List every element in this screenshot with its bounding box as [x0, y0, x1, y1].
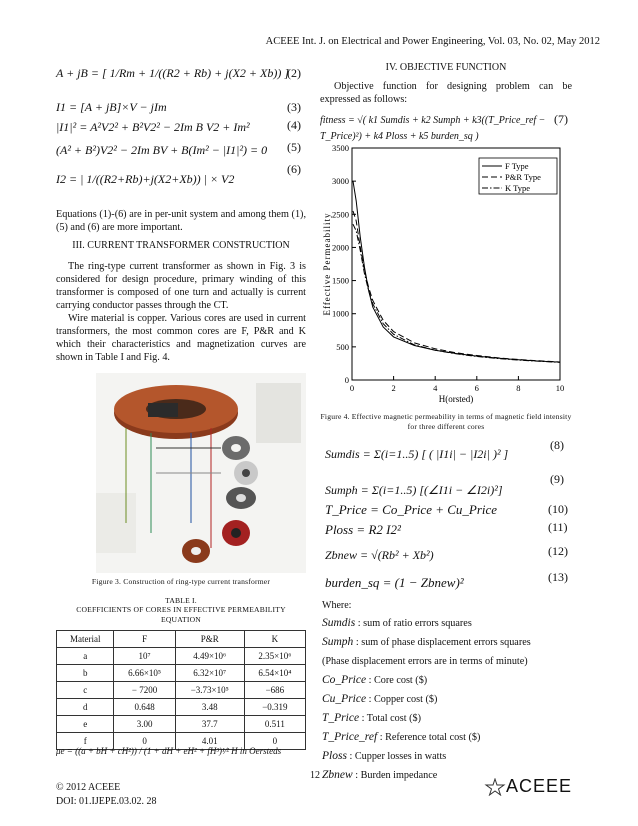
y-tick-label: 3000 [332, 176, 349, 187]
definition-symbol: Co_Price [322, 674, 367, 686]
y-tick-label: 1500 [332, 275, 349, 286]
equation-13: burden_sq = (1 − Zbnew)² [325, 575, 464, 590]
legend-label: P&R Type [505, 172, 541, 182]
paragraph: Objective function for designing problem can be expressed as follows: [320, 81, 572, 105]
equation-5: (A² + B²)V2² − 2Im BV + B(Im² − |I1|²) = 0 [56, 143, 268, 157]
definition-text: : Total cost ($) [359, 713, 421, 724]
section-heading: III. CURRENT TRANSFORMER CONSTRUCTION [72, 240, 290, 251]
table-cell: −0.319 [244, 699, 305, 716]
definition-symbol: T_Price [322, 712, 360, 724]
table-row [57, 648, 306, 665]
x-tick-label: 10 [555, 383, 565, 393]
definition-item [322, 690, 531, 709]
definitions-list [322, 614, 531, 785]
table-cell: 0 [244, 733, 305, 750]
legend-label: F Type [505, 161, 529, 171]
table-title: TABLE I. [165, 596, 197, 605]
table-row [57, 665, 306, 682]
x-tick-label: 0 [349, 383, 355, 393]
equation-number: (3) [287, 100, 301, 114]
equation-number: (11) [548, 520, 568, 534]
journal-header: ACEEE Int. J. on Electrical and Power Engineering, Vol. 03, No. 02, May 2012 [265, 36, 600, 47]
y-tick-label: 2000 [332, 242, 349, 253]
x-tick-label: 4 [433, 383, 438, 393]
table-cell: c [57, 682, 114, 699]
table-cell: −686 [244, 682, 305, 699]
y-tick-label: 500 [336, 341, 349, 352]
equation-number: (8) [550, 438, 564, 452]
definition-symbol: T_Price_ref [322, 731, 378, 743]
definition-item [322, 728, 531, 747]
coefficients-table [56, 630, 306, 750]
equation-7: fitness = √( k1 Sumdis + k2 Sumph + k3((T_Price_ref − T_Price)²) + k4 Ploss + k5 burden_sq ) [320, 115, 546, 142]
equation-3: I1 = [A + jB]×V − jIm [56, 100, 167, 114]
definition-text: : Cupper losses in watts [346, 751, 447, 762]
star-icon [484, 778, 506, 796]
series-line [353, 181, 560, 362]
definition-text: : Reference total cost ($) [377, 732, 481, 743]
y-tick-label: 2500 [332, 209, 349, 220]
table-cell: 6.32×10⁷ [175, 665, 244, 682]
equation-12: Zbnew = √(Rb² + Xb²) [325, 548, 434, 562]
definition-symbol: Ploss [322, 750, 347, 762]
definition-symbol: Sumph [322, 636, 354, 648]
table-cell: d [57, 699, 114, 716]
equation-number: (13) [548, 570, 568, 584]
equation-number: (12) [548, 544, 568, 558]
table-cell: − 7200 [114, 682, 175, 699]
definition-item [322, 709, 531, 728]
equation-number: (6) [287, 162, 301, 176]
definition-item [322, 614, 531, 633]
y-tick-label: 0 [344, 375, 349, 385]
fig4-caption: Figure 4. Effective magnetic permeability in terms of magnetic field intensity for three different cores [320, 412, 572, 431]
equation-number: (7) [554, 112, 568, 126]
copyright: © 2012 ACEEE [56, 782, 121, 793]
table-cell: b [57, 665, 114, 682]
definition-text: : Burden impedance [352, 770, 438, 781]
table-header: Material [57, 631, 114, 648]
definition-symbol: Cu_Price [322, 693, 367, 705]
permeability-chart [322, 142, 572, 407]
y-tick-label: 3500 [332, 143, 349, 153]
equation-9: Sumph = Σ(i=1..5) [(∠I1i − ∠I2i)²] [325, 483, 503, 497]
table-cell: 0.511 [244, 716, 305, 733]
table-row [57, 716, 306, 733]
table-cell: 2.35×10⁶ [244, 648, 305, 665]
table-header: P&R [175, 631, 244, 648]
page-number: 12 [310, 770, 320, 781]
equation-number: (10) [548, 502, 568, 516]
table-cell: 6.66×10⁵ [114, 665, 175, 682]
table-cell: 0 [114, 733, 175, 750]
definition-item [322, 747, 531, 766]
logo-text: ACEEE [506, 776, 573, 796]
series-line [353, 211, 560, 362]
legend-label: K Type [505, 183, 530, 193]
where-label: Where: [322, 600, 352, 611]
table-cell: a [57, 648, 114, 665]
equation-2: A + jB = [ 1/Rm + 1/((R2 + Rb) + j(X2 + Xb)) ] [56, 66, 289, 80]
definition-text: : sum of ratio errors squares [355, 618, 472, 629]
table-header: F [114, 631, 175, 648]
equation-10: T_Price = Co_Price + Cu_Price [325, 502, 498, 517]
aceee-logo [484, 776, 572, 797]
table-subtitle: COEFFICIENTS OF CORES IN EFFECTIVE PERMEABILITY EQUATION [76, 605, 286, 624]
table-cell: f [57, 733, 114, 750]
definition-item [322, 633, 531, 652]
table-cell: 3.00 [114, 716, 175, 733]
table-cell: 4.01 [175, 733, 244, 750]
x-tick-label: 2 [391, 383, 396, 393]
definition-text: (Phase displacement errors are in terms of minute) [322, 656, 528, 667]
equation-number: (2) [287, 66, 301, 80]
doi: DOI: 01.IJEPE.03.02. 28 [56, 796, 157, 807]
x-tick-label: 8 [516, 383, 521, 393]
definition-text: : Copper cost ($) [366, 694, 438, 705]
section-heading: IV. OBJECTIVE FUNCTION [385, 62, 507, 73]
definition-text: : Core cost ($) [366, 675, 428, 686]
table-row [57, 699, 306, 716]
x-axis-label: H(orsted) [438, 394, 474, 404]
table-cell: 10⁷ [114, 648, 175, 665]
paragraph: The ring-type current transformer as shown in Fig. 3 is considered for design procedure, primary winding of this transformer is composed of one turn and actually is current carrying conductor passes through the CT. [56, 261, 306, 311]
series-line [353, 224, 560, 362]
table-cell: 0.648 [114, 699, 175, 716]
equation-number: (9) [550, 472, 564, 486]
equation-11: Ploss = R2 I2² [325, 522, 401, 537]
y-tick-label: 1000 [332, 308, 349, 319]
equation-6: I2 = | 1/((R2+Rb)+j(X2+Xb)) | × V2 [56, 172, 235, 186]
table-cell: 37.7 [175, 716, 244, 733]
table-cell: −3.73×10⁵ [175, 682, 244, 699]
definition-text: : sum of phase displacement errors squares [353, 637, 531, 648]
paragraph: Equations (1)-(6) are in per-unit system and among them (1), (5) and (6) are more important. [56, 209, 306, 233]
equation-number: (4) [287, 118, 301, 132]
fig3-ct-illustration [96, 373, 306, 573]
paragraph: Wire material is copper. Various cores are used in current transformers, the most common cores are F, P&R and K which their characteristics and magnetization curves are shown in Table I and Fig. 4. [56, 313, 306, 363]
equation-number: (5) [287, 140, 301, 154]
permeability-formula: μe = ((a + bH + cH²)) / (1 + dH + eH² + fH³)¹⁄² H in Oersteds [56, 746, 282, 756]
table-cell: 3.48 [175, 699, 244, 716]
table-header: K [244, 631, 305, 648]
table-row [57, 682, 306, 699]
equation-8: Sumdis = Σ(i=1..5) [ ( |I1i| − |I2i| )² ] [325, 447, 509, 461]
fig3-caption: Figure 3. Construction of ring-type current transformer [91, 577, 271, 586]
y-axis-label: Effective Permeability [322, 212, 332, 316]
definition-symbol: Sumdis [322, 617, 356, 629]
table-cell: e [57, 716, 114, 733]
table-cell: 6.54×10⁴ [244, 665, 305, 682]
definition-item [322, 652, 531, 671]
definition-symbol: Zbnew [322, 769, 353, 781]
x-tick-label: 6 [474, 383, 479, 393]
table-cell: 4.49×10⁶ [175, 648, 244, 665]
table-header-row [57, 631, 306, 648]
equation-4: |I1|² = A²V2² + B²V2² − 2Im B V2 + Im² [56, 120, 250, 134]
definition-item [322, 671, 531, 690]
